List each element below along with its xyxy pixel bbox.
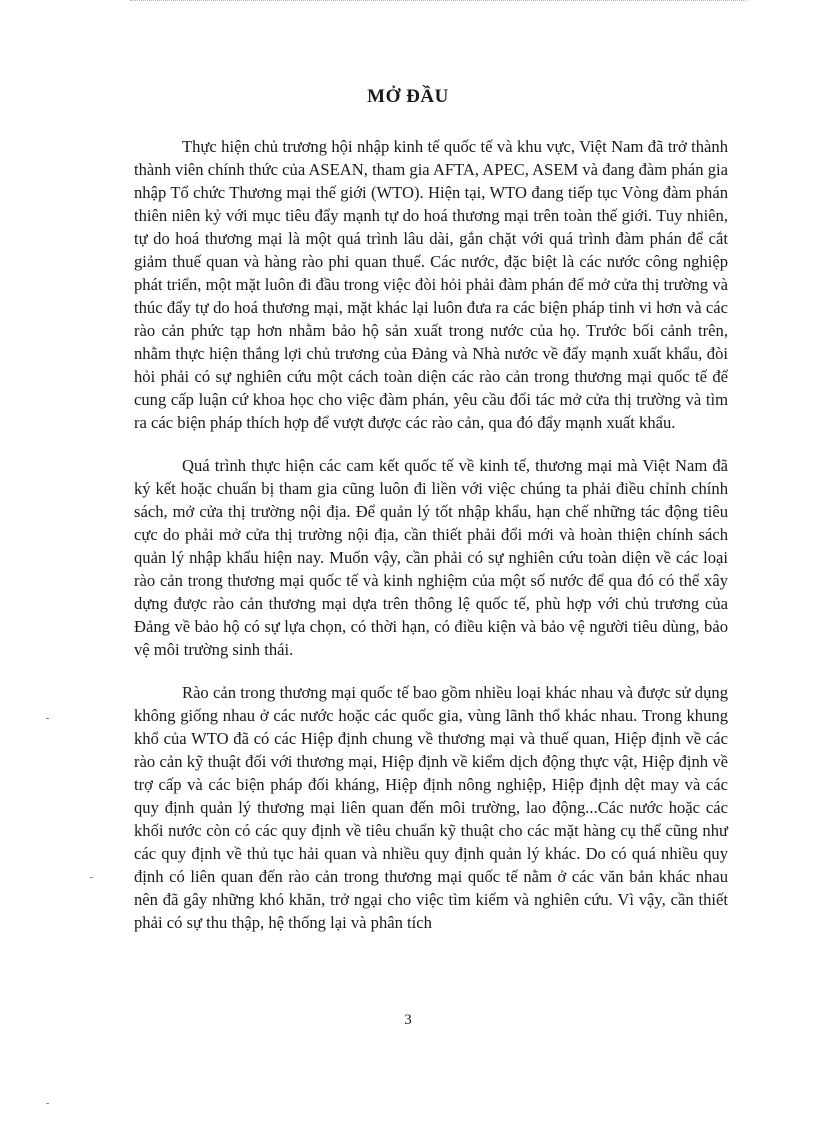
paragraph-1: Thực hiện chủ trương hội nhập kinh tế quốc tế và khu vực, Việt Nam đã trở thành thành viên chính thức của ASEAN, tham gia AFTA, APEC, ASEM và đang đàm phán gia nhập Tổ chức Thương mại thế giới (WTO). Hiện tại, WTO đang tiếp tục Vòng đàm phán thiên niên kỷ với mục tiêu đẩy mạnh tự do hoá thương mại trên toàn thế giới. Tuy nhiên, tự do hoá thương mại là một quá trình lâu dài, gắn chặt với quá trình đàm phán để cắt giảm thuế quan và hàng rào phi quan thuế. Các nước, đặc biệt là các nước công nghiệp phát triển, một mặt luôn đi đầu trong việc đòi hỏi phải đàm phán để mở cửa thị trường và thúc đẩy tự do hoá thương mại, mặt khác lại luôn đưa ra các biện pháp tinh vi hơn và các rào cản phức tạp hơn nhằm bảo hộ sản xuất trong nước của họ. Trước bối cảnh trên, nhằm thực hiện thắng lợi chủ trương của Đảng và Nhà nước về đẩy mạnh xuất khẩu, đòi hỏi phải có sự nghiên cứu một cách toàn diện các rào cản trong thương mại quốc tế để cung cấp luận cứ khoa học cho việc đàm phán, yêu cầu đối tác mở cửa thị trường và tìm ra các biện pháp thích hợp để vượt được các rào cản, qua đó đẩy mạnh xuất khẩu. <box>134 137 728 432</box>
header-rule <box>130 0 746 5</box>
page-number: 3 <box>404 1012 412 1028</box>
paragraph-2: Quá trình thực hiện các cam kết quốc tế về kinh tế, thương mại mà Việt Nam đã ký kết hoặc chuẩn bị tham gia cũng luôn đi liền với việc chúng ta phải điều chỉnh chính sách, mở cửa thị trường nội địa. Để quản lý tốt nhập khẩu, hạn chế những tác động tiêu cực do phải mở cửa thị trường nội địa, cần thiết phải đổi mới và hoàn thiện chính sách quản lý nhập khẩu hiện nay. Muốn vậy, cần phải có sự nghiên cứu toàn diện về các loại rào cản trong thương mại quốc tế và kinh nghiệm của một số nước để qua đó có thể xây dựng được rào cản thương mại dựa trên thông lệ quốc tế, phù hợp với chủ trương của Đảng về bảo hộ có sự lựa chọn, có thời hạn, có điều kiện và bảo vệ người tiêu dùng, bảo vệ môi trường sinh thái. <box>134 456 728 659</box>
page-title: MỞ ĐẦU <box>367 86 449 107</box>
paragraph-3: Rào cản trong thương mại quốc tế bao gồm nhiều loại khác nhau và được sử dụng không giống nhau ở các nước hoặc các quốc gia, vùng lãnh thổ khác nhau. Trong khung khổ của WTO đã có các Hiệp định chung về thương mại và thuế quan, Hiệp định về các rào cản kỹ thuật đối với thương mại, Hiệp định về kiểm dịch động thực vật, Hiệp định về trợ cấp và các biện pháp đối kháng, Hiệp định nông nghiệp, Hiệp định dệt may và các quy định quản lý thương mại liên quan đến môi trường, lao động...Các nước hoặc các khối nước còn có các quy định về tiêu chuẩn kỹ thuật cho các mặt hàng cụ thể cũng như các quy định về thủ tục hải quan và nhiều quy định quản lý khác. Do có quá nhiều quy định có liên quan đến rào cản trong thương mại quốc tế nằm ở các văn bản khác nhau nên đã gây những khó khăn, trở ngại cho việc tìm kiếm và nghiên cứu. Vì vậy, cần thiết phải có sự thu thập, hệ thống lại và phân tích <box>134 683 728 932</box>
body-text <box>134 135 728 954</box>
margin-mark <box>46 1103 49 1104</box>
margin-mark <box>90 877 93 878</box>
margin-mark <box>46 718 49 719</box>
